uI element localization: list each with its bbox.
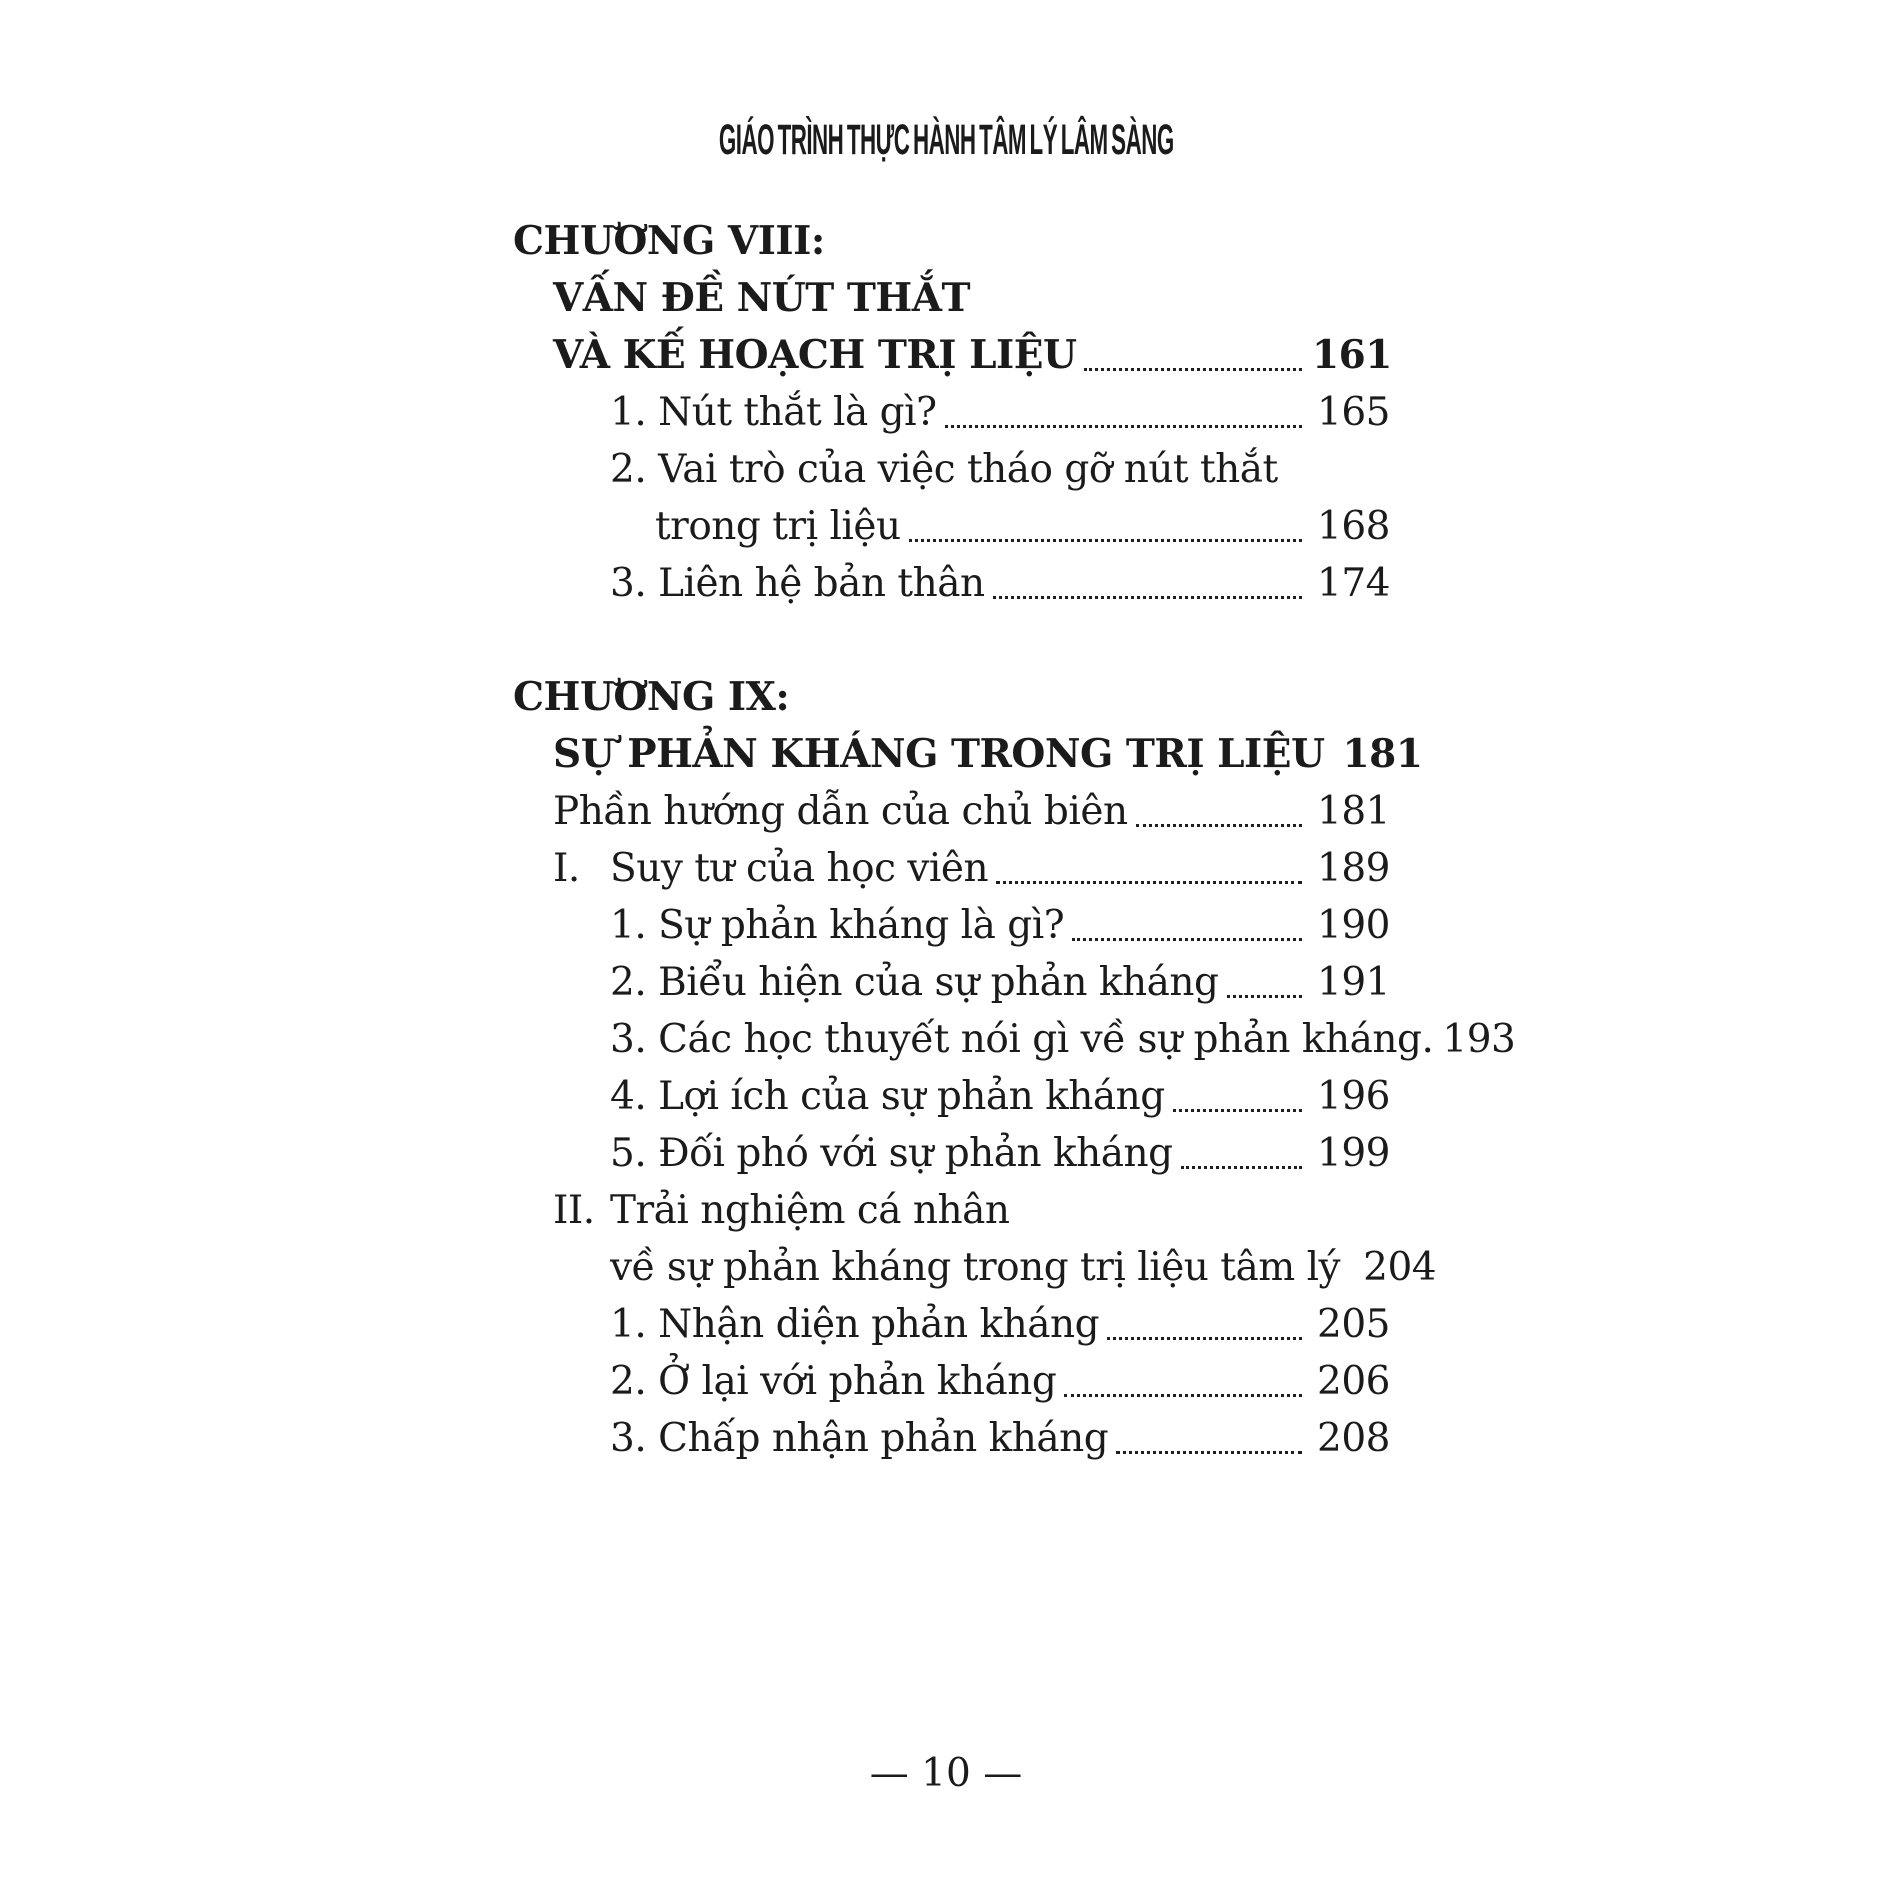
roman-numeral: I. bbox=[553, 846, 580, 891]
chapter-gap bbox=[513, 612, 1390, 669]
page-footer bbox=[0, 1746, 1892, 1802]
toc-entry-page: 181 bbox=[1317, 789, 1390, 834]
toc-entry-text: CHƯƠNG IX: bbox=[513, 674, 790, 720]
dotted-leader bbox=[1116, 1451, 1302, 1454]
toc-row bbox=[513, 213, 1390, 270]
toc-row bbox=[610, 384, 1390, 441]
toc-entry-text: trong trị liệu bbox=[655, 504, 901, 549]
dotted-leader bbox=[1064, 1394, 1302, 1397]
toc-entry-text: 4. Lợi ích của sự phản kháng bbox=[610, 1074, 1165, 1119]
dotted-leader bbox=[1136, 824, 1302, 827]
dotted-leader bbox=[1072, 938, 1302, 941]
toc-entry-page: 189 bbox=[1317, 846, 1390, 891]
toc-row bbox=[610, 897, 1390, 954]
toc-row bbox=[610, 1239, 1437, 1296]
toc-entry-page: 204 bbox=[1363, 1245, 1437, 1290]
roman-numeral: II. bbox=[553, 1188, 595, 1233]
toc-row bbox=[610, 1296, 1390, 1353]
dotted-leader bbox=[1173, 1109, 1302, 1112]
toc-entry-text: VẤN ĐỀ NÚT THẮT bbox=[553, 275, 971, 321]
toc-entry-text: 2. Biểu hiện của sự phản kháng bbox=[610, 960, 1219, 1005]
toc-entry-page: 205 bbox=[1317, 1302, 1390, 1347]
toc-row bbox=[610, 1068, 1390, 1125]
toc-entry-page: 193 bbox=[1442, 1017, 1516, 1062]
toc-row bbox=[610, 441, 1390, 498]
toc-row bbox=[610, 954, 1390, 1011]
toc-entry-page: 208 bbox=[1317, 1416, 1390, 1461]
toc-entry-page: 190 bbox=[1317, 903, 1390, 948]
toc-entry-page: 199 bbox=[1317, 1131, 1390, 1176]
toc-entry-text: 2. Ở lại với phản kháng bbox=[610, 1359, 1057, 1404]
dotted-leader bbox=[1084, 368, 1302, 371]
toc-entry-text: 1. Nhận diện phản kháng bbox=[610, 1302, 1100, 1347]
toc-row bbox=[553, 726, 1423, 783]
dotted-leader bbox=[996, 881, 1302, 884]
toc-row bbox=[610, 1011, 1516, 1068]
toc-entry-page: 165 bbox=[1317, 390, 1390, 435]
toc-entry-page: 168 bbox=[1317, 504, 1390, 549]
toc-entry-text: 3. Liên hệ bản thân bbox=[610, 561, 985, 606]
toc-entry-text: 5. Đối phó với sự phản kháng bbox=[610, 1131, 1173, 1176]
toc-row bbox=[610, 1353, 1390, 1410]
toc-entry-text: VÀ KẾ HOẠCH TRỊ LIỆU bbox=[553, 332, 1077, 378]
toc-entry-text: về sự phản kháng trong trị liệu tâm lý bbox=[610, 1245, 1341, 1290]
dotted-leader bbox=[945, 425, 1303, 428]
toc-entry-text: 1. Nút thắt là gì? bbox=[610, 390, 937, 435]
dotted-leader bbox=[909, 539, 1302, 542]
toc-row bbox=[553, 783, 1390, 840]
toc-entry-text: Suy tư của học viên bbox=[610, 846, 989, 891]
toc-entry-page: 196 bbox=[1317, 1074, 1390, 1119]
running-header bbox=[0, 112, 1892, 168]
toc-entry-page: 206 bbox=[1317, 1359, 1390, 1404]
toc-entry-text: Phần hướng dẫn của chủ biên bbox=[553, 789, 1128, 834]
toc-entry-text: SỰ PHẢN KHÁNG TRONG TRỊ LIỆU bbox=[553, 731, 1325, 777]
toc-row bbox=[610, 1125, 1390, 1182]
toc-entry-text: 2. Vai trò của việc tháo gỡ nút thắt bbox=[610, 447, 1278, 492]
toc-entry-text: CHƯƠNG VIII: bbox=[513, 218, 825, 264]
toc-entry-text: 3. Chấp nhận phản kháng bbox=[610, 1416, 1109, 1461]
toc-entry-text: Trải nghiệm cá nhân bbox=[610, 1188, 1010, 1233]
toc-row bbox=[655, 498, 1390, 555]
toc-entry-text: 1. Sự phản kháng là gì? bbox=[610, 903, 1065, 948]
toc-row bbox=[610, 1410, 1390, 1467]
dotted-leader bbox=[1227, 995, 1302, 998]
toc-entry-page: 161 bbox=[1312, 332, 1392, 378]
toc-row bbox=[553, 327, 1390, 384]
dotted-leader bbox=[1107, 1337, 1302, 1340]
toc-row bbox=[610, 555, 1390, 612]
toc-row bbox=[553, 270, 1390, 327]
toc-row bbox=[553, 840, 1390, 897]
dotted-leader bbox=[993, 596, 1302, 599]
table-of-contents bbox=[513, 213, 1516, 1467]
toc-entry-page: 191 bbox=[1317, 960, 1390, 1005]
book-title: GIÁO TRÌNH THỰC HÀNH TÂM LÝ LÂM SÀNG bbox=[718, 116, 1174, 164]
toc-row bbox=[513, 669, 1390, 726]
toc-entry-text: 3. Các học thuyết nói gì về sự phản kháng. bbox=[610, 1017, 1434, 1062]
toc-entry-page: 174 bbox=[1317, 561, 1390, 606]
toc-entry-page: 181 bbox=[1342, 731, 1423, 777]
dotted-leader bbox=[1181, 1166, 1302, 1169]
toc-row bbox=[553, 1182, 1390, 1239]
page-number: — 10 — bbox=[869, 1751, 1023, 1796]
